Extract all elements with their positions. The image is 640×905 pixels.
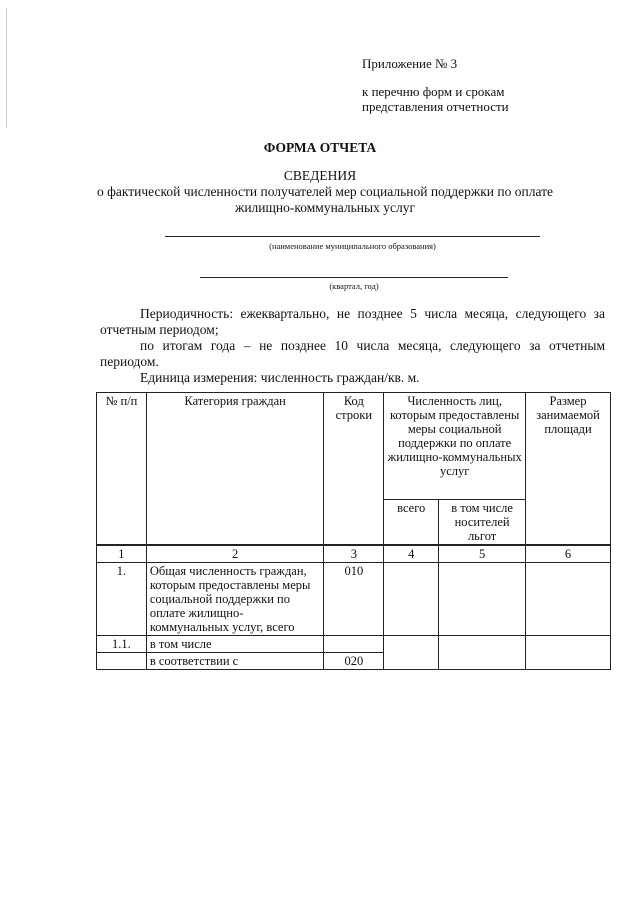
appendix-desc-line2: представления отчетности <box>362 99 509 114</box>
report-table <box>96 392 611 670</box>
row-area[interactable] <box>526 563 611 636</box>
appendix-description <box>362 84 509 114</box>
col-number: 4 <box>384 545 439 563</box>
annual-deadline-text: по итогам года – не позднее 10 числа месяца, следующего за отчетным периодом. <box>100 338 605 369</box>
row-num: 1.1. <box>97 636 147 653</box>
col-number: 2 <box>146 545 324 563</box>
row-count-total[interactable] <box>384 563 439 636</box>
header-count-benefit: в том числе носителей льгот <box>439 500 526 546</box>
header-code: Код строки <box>324 393 384 546</box>
row-num: 1. <box>97 563 147 636</box>
municipality-fill-line <box>165 236 540 237</box>
header-category: Категория граждан <box>146 393 324 546</box>
header-count-total: всего <box>384 500 439 546</box>
col-number: 6 <box>526 545 611 563</box>
appendix-desc-line1: к перечню форм и срокам <box>362 84 505 99</box>
col-number: 3 <box>324 545 384 563</box>
header-num: № п/п <box>97 393 147 546</box>
quarter-fill-line <box>200 277 508 278</box>
unit-of-measure-text: Единица измерения: численность граждан/кв. м. <box>140 370 420 385</box>
scan-edge-mark <box>6 8 7 128</box>
row-count-benefit[interactable] <box>439 563 526 636</box>
row-category: в том числе <box>146 636 324 653</box>
row-code: 020 <box>324 653 384 670</box>
row-category: Общая численность граждан, которым предоставлены меры социальной поддержки по оплате жилищно-коммунальных услуг, всего <box>146 563 324 636</box>
periodicity-text: Периодичность: ежеквартально, не позднее 5 числа месяца, следующего за отчетным периодом; <box>100 306 605 337</box>
row-code: 010 <box>324 563 384 636</box>
municipality-caption: (наименование муниципального образования) <box>269 241 436 251</box>
table-row <box>97 563 611 636</box>
row-category: в соответствии с <box>146 653 324 670</box>
header-count: Численность лиц, которым предоставлены меры социальной поддержки по оплате жилищно-коммунальных услуг <box>384 393 526 500</box>
column-numbers-row <box>97 545 611 563</box>
header-area: Размер занимаемой площади <box>526 393 611 546</box>
row-area[interactable] <box>526 636 611 670</box>
appendix-number: Приложение № 3 <box>362 56 458 71</box>
row-count-total[interactable] <box>384 636 439 670</box>
header-row <box>97 393 611 500</box>
table-row <box>97 636 611 653</box>
row-num <box>97 653 147 670</box>
document-heading: СВЕДЕНИЯ <box>283 168 357 183</box>
col-number: 5 <box>439 545 526 563</box>
row-code <box>324 636 384 653</box>
quarter-caption: (квартал, год) <box>329 281 379 291</box>
form-title: ФОРМА ОТЧЕТА <box>263 140 377 155</box>
row-count-benefit[interactable] <box>439 636 526 670</box>
document-subject: о фактической численности получателей мер социальной поддержки по оплате жилищно-коммунальных услуг <box>97 184 553 215</box>
col-number: 1 <box>97 545 147 563</box>
